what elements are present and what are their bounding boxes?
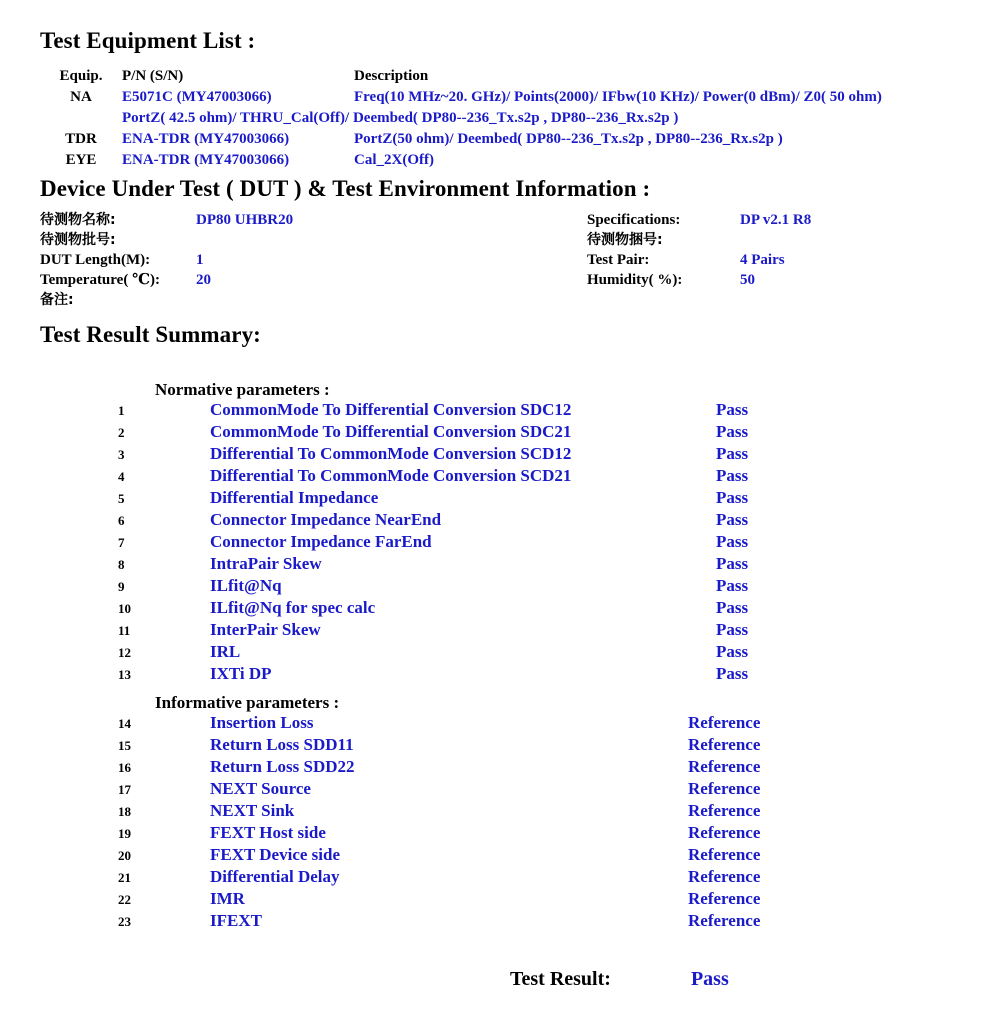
pn-cell: E5071C (MY47003066)	[122, 89, 272, 105]
dut-field-row	[40, 250, 293, 270]
result-index: 9	[118, 579, 125, 594]
equipment-list-title: Test Equipment List :	[40, 28, 256, 53]
result-index: 20	[118, 848, 131, 863]
equipment-row	[40, 87, 980, 108]
result-status-badge: Pass	[716, 664, 749, 683]
equipment-row	[40, 129, 980, 150]
result-status-badge: Pass	[716, 444, 749, 463]
result-index: 1	[118, 403, 125, 418]
result-index: 18	[118, 804, 131, 819]
result-row	[0, 443, 1002, 465]
result-parameter-name: FEXT Host side	[210, 823, 326, 842]
dut-field-row	[587, 210, 811, 230]
result-row	[0, 712, 1002, 734]
result-row	[0, 800, 1002, 822]
dut-field-label: 待测物名称:	[40, 212, 116, 228]
result-row	[0, 663, 1002, 685]
result-status-badge: Reference	[688, 889, 761, 908]
dut-field-row	[40, 230, 293, 250]
dut-field-value: DP80 UHBR20	[196, 212, 294, 228]
result-parameter-name: FEXT Device side	[210, 845, 341, 864]
result-parameter-name: ILfit@Nq for spec calc	[210, 598, 376, 617]
result-status-badge: Reference	[688, 713, 761, 732]
dut-field-row	[587, 230, 811, 250]
pn-column-header: P/N (S/N)	[122, 68, 184, 84]
result-parameter-name: Connector Impedance FarEnd	[210, 532, 432, 551]
dut-field-value: 4 Pairs	[740, 252, 785, 268]
normative-results-table	[0, 399, 1002, 685]
result-row	[0, 399, 1002, 421]
result-index: 3	[118, 447, 125, 462]
final-result-label: Test Result:	[510, 968, 611, 990]
result-status-badge: Reference	[688, 779, 761, 798]
pn-cell: PortZ( 42.5 ohm)/ THRU_Cal(Off)/ Deembed( DP80--236_Tx.s2p , DP80--236_Rx.s2p )	[122, 110, 679, 126]
dut-field-row	[40, 290, 293, 310]
result-row	[0, 822, 1002, 844]
result-parameter-name: ILfit@Nq	[210, 576, 282, 595]
result-row	[0, 910, 1002, 932]
result-status-badge: Reference	[688, 735, 761, 754]
result-status-badge: Pass	[716, 466, 749, 485]
result-parameter-name: Differential To CommonMode Conversion SCD12	[210, 444, 572, 463]
description-cell: Cal_2X(Off)	[354, 152, 434, 168]
result-index: 2	[118, 425, 125, 440]
result-parameter-name: Differential Delay	[210, 867, 340, 886]
result-row	[0, 531, 1002, 553]
equip-cell: TDR	[65, 131, 97, 147]
dut-field-row	[40, 270, 293, 290]
result-row	[0, 619, 1002, 641]
result-row	[0, 465, 1002, 487]
result-parameter-name: Connector Impedance NearEnd	[210, 510, 442, 529]
result-index: 6	[118, 513, 125, 528]
result-status-badge: Pass	[716, 532, 749, 551]
result-row	[0, 509, 1002, 531]
result-status-badge: Pass	[716, 554, 749, 573]
result-status-badge: Pass	[716, 422, 749, 441]
description-cell: PortZ(50 ohm)/ Deembed( DP80--236_Tx.s2p , DP80--236_Rx.s2p )	[354, 131, 783, 147]
result-parameter-name: Insertion Loss	[210, 713, 314, 732]
result-index: 17	[118, 782, 131, 797]
result-index: 10	[118, 601, 131, 616]
equipment-table-header	[40, 66, 980, 87]
result-row	[0, 553, 1002, 575]
equipment-row	[40, 150, 980, 171]
dut-field-value: 50	[740, 272, 755, 288]
result-index: 16	[118, 760, 131, 775]
summary-section-title: Test Result Summary:	[40, 322, 261, 347]
result-index: 5	[118, 491, 125, 506]
result-index: 21	[118, 870, 131, 885]
result-index: 7	[118, 535, 125, 550]
result-status-badge: Reference	[688, 823, 761, 842]
pn-cell: ENA-TDR (MY47003066)	[122, 152, 290, 168]
result-index: 8	[118, 557, 125, 572]
result-parameter-name: CommonMode To Differential Conversion SDC12	[210, 400, 572, 419]
dut-field-row	[587, 270, 811, 290]
dut-field-value	[196, 230, 293, 250]
dut-field-label: Specifications:	[587, 212, 681, 228]
equip-cell: EYE	[65, 152, 97, 168]
result-row	[0, 421, 1002, 443]
dut-field-value: DP v2.1 R8	[740, 212, 812, 228]
result-parameter-name: IXTi DP	[210, 664, 272, 683]
normative-parameters-heading: Normative parameters :	[155, 380, 330, 399]
result-status-badge: Pass	[716, 510, 749, 529]
result-status-badge: Reference	[688, 867, 761, 886]
result-status-badge: Reference	[688, 911, 761, 930]
dut-field-value	[740, 230, 811, 250]
dut-field-value: 1	[196, 252, 204, 268]
result-parameter-name: Differential To CommonMode Conversion SCD21	[210, 466, 572, 485]
result-row	[0, 575, 1002, 597]
result-row	[0, 597, 1002, 619]
result-index: 13	[118, 667, 131, 682]
dut-left-fields	[40, 210, 293, 310]
result-parameter-name: IMR	[210, 889, 245, 908]
result-status-badge: Pass	[716, 620, 749, 639]
description-column-header: Description	[354, 68, 429, 84]
result-status-badge: Reference	[688, 757, 761, 776]
result-index: 12	[118, 645, 131, 660]
result-index: 14	[118, 716, 131, 731]
final-test-result	[510, 968, 729, 991]
equip-column-header: Equip.	[59, 68, 103, 84]
result-row	[0, 888, 1002, 910]
equipment-table	[40, 66, 980, 171]
result-row	[0, 778, 1002, 800]
equipment-row	[40, 108, 980, 129]
result-parameter-name: IFEXT	[210, 911, 262, 930]
result-parameter-name: InterPair Skew	[210, 620, 321, 639]
result-status-badge: Pass	[716, 642, 749, 661]
dut-right-fields	[587, 210, 811, 290]
result-status-badge: Pass	[716, 598, 749, 617]
result-index: 11	[118, 623, 131, 638]
dut-field-label: Test Pair:	[587, 252, 650, 268]
dut-field-row	[40, 210, 293, 230]
description-cell: Freq(10 MHz~20. GHz)/ Points(2000)/ IFbw(10 KHz)/ Power(0 dBm)/ Z0( 50 ohm)	[354, 89, 882, 105]
informative-results-table	[0, 712, 1002, 932]
result-parameter-name: NEXT Sink	[210, 801, 295, 820]
result-parameter-name: Return Loss SDD11	[210, 735, 354, 754]
result-index: 22	[118, 892, 131, 907]
result-parameter-name: CommonMode To Differential Conversion SDC21	[210, 422, 572, 441]
dut-field-label: 备注:	[40, 292, 74, 308]
result-status-badge: Reference	[688, 801, 761, 820]
result-row	[0, 641, 1002, 663]
equip-cell: NA	[70, 89, 92, 105]
result-status-badge: Pass	[716, 488, 749, 507]
dut-field-label: Temperature( ℃):	[40, 272, 161, 288]
result-index: 23	[118, 914, 131, 929]
dut-field-value	[196, 290, 293, 310]
result-index: 19	[118, 826, 131, 841]
pn-cell: ENA-TDR (MY47003066)	[122, 131, 290, 147]
result-parameter-name: Return Loss SDD22	[210, 757, 355, 776]
result-row	[0, 756, 1002, 778]
equip-cell	[40, 108, 122, 129]
result-parameter-name: IRL	[210, 642, 241, 661]
result-row	[0, 487, 1002, 509]
result-parameter-name: IntraPair Skew	[210, 554, 322, 573]
final-result-value: Pass	[690, 968, 729, 990]
result-index: 4	[118, 469, 125, 484]
result-parameter-name: Differential Impedance	[210, 488, 379, 507]
result-status-badge: Reference	[688, 845, 761, 864]
result-row	[0, 866, 1002, 888]
result-index: 15	[118, 738, 131, 753]
dut-field-label: 待测物捆号:	[587, 232, 663, 248]
result-status-badge: Pass	[716, 400, 749, 419]
result-row	[0, 844, 1002, 866]
dut-section-title: Device Under Test ( DUT ) & Test Environment Information :	[40, 176, 651, 201]
dut-field-label: 待测物批号:	[40, 232, 116, 248]
informative-parameters-heading: Informative parameters :	[155, 693, 340, 712]
result-parameter-name: NEXT Source	[210, 779, 311, 798]
dut-field-value: 20	[196, 272, 211, 288]
result-row	[0, 734, 1002, 756]
dut-field-row	[587, 250, 811, 270]
dut-field-label: DUT Length(M):	[40, 252, 151, 268]
dut-field-label: Humidity( %):	[587, 272, 683, 288]
result-status-badge: Pass	[716, 576, 749, 595]
